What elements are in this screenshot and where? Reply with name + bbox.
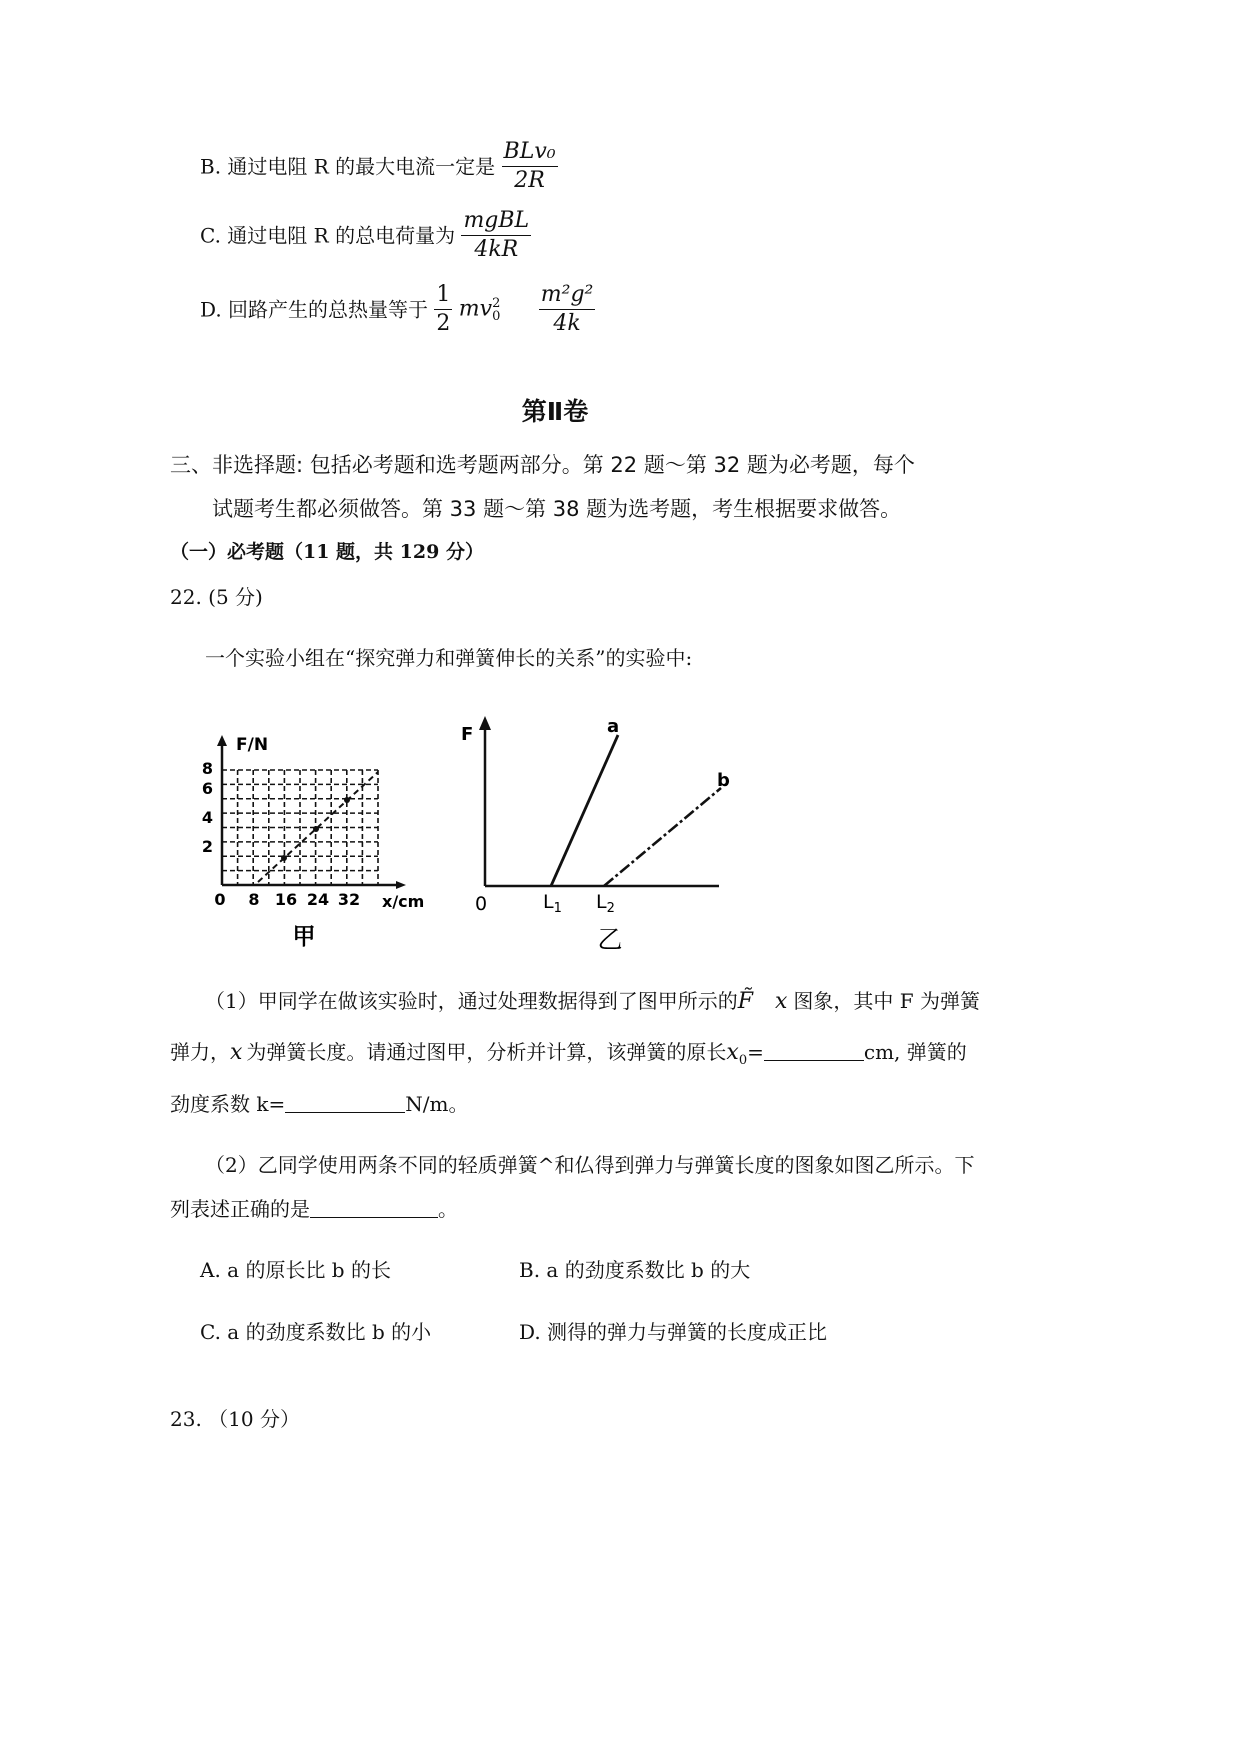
q22-p1-line2-a: 弹力， — [170, 1040, 230, 1064]
section-intro-line2: 试题考生都必须做答。第 33 题～第 38 题为选考题，考生根据要求做答。 — [212, 497, 902, 521]
figure-jia-grid — [222, 770, 378, 885]
subsection-title: （一）必考题（11 题，共 129 分） — [170, 541, 484, 563]
q22-number: 22. (5 分) — [170, 585, 263, 609]
q22-p2-line1: （2）乙同学使用两条不同的轻质弹簧^和仏得到弹力与弹簧长度的图象如图乙所示。下 — [205, 1153, 975, 1177]
figure-yi-label-b: b — [717, 770, 730, 791]
option-d-mv: mv — [458, 296, 493, 322]
option-c-denominator: 4kR — [474, 237, 519, 262]
q22-p1-line2-x: x — [230, 1040, 243, 1065]
option-b-fraction — [502, 138, 558, 195]
figure-jia-x-tick: 8 — [248, 890, 260, 909]
option-d-frac2-denominator: 4k — [553, 311, 581, 336]
option-d-fraction-half — [434, 281, 452, 338]
figure-yi-y-arrow — [479, 716, 491, 730]
q23-number: 23. （10 分） — [170, 1407, 300, 1431]
q22-p2-line2 — [170, 1197, 458, 1221]
figure-jia-point — [313, 826, 319, 832]
figure-jia-y-arrow — [217, 735, 227, 746]
q22-p1-line2 — [170, 1040, 967, 1073]
figure-yi-line-a — [551, 735, 618, 886]
figure-yi-caption: 乙 — [597, 925, 623, 954]
option-b — [200, 138, 558, 195]
option-d-fraction-2 — [539, 281, 596, 338]
option-d-mv-sub: 0 — [492, 308, 501, 324]
option-d-frac2-numerator: m²g² — [539, 281, 596, 310]
q22-p2-line2-b: 。 — [438, 1197, 458, 1221]
option-d-half-denominator: 2 — [436, 311, 451, 336]
figure-yi-l2-sub: 2 — [606, 901, 615, 916]
figure-jia-caption: 甲 — [292, 924, 316, 950]
q22-intro: 一个实验小组在“探究弹力和弹簧伸长的关系”的实验中: — [205, 646, 693, 670]
section-intro-line1: 三、非选择题: 包括必考题和选考题两部分。第 22 题～第 32 题为必考题，每个 — [170, 453, 915, 477]
option-c-numerator: mgBL — [461, 207, 531, 236]
figure-yi-l1-letter: L — [543, 891, 554, 913]
option-c-text: C. 通过电阻 R 的总电荷量为 — [200, 223, 456, 248]
figure-yi-line-b — [604, 788, 721, 886]
option-c — [200, 207, 531, 264]
q22-p1-unit-cm: cm, 弹簧的 — [863, 1040, 967, 1064]
option-b-numerator: BLv₀ — [502, 138, 558, 167]
option-b-denominator: 2R — [514, 168, 545, 193]
answer-blank[interactable] — [310, 1197, 438, 1218]
q22-option-d: D. 测得的弹力与弹簧的长度成正比 — [519, 1320, 828, 1344]
q22-option-b: B. a 的劲度系数比 b 的大 — [519, 1258, 751, 1282]
q22-p1-F: F̃ — [737, 989, 753, 1014]
figure-yi-y-label: F — [461, 724, 474, 745]
figure-jia-x-tick: 0 — [214, 890, 226, 909]
figure-jia-y-label: F/N — [236, 735, 269, 755]
q22-option-c: C. a 的劲度系数比 b 的小 — [200, 1320, 432, 1344]
q22-p1-eq: = — [747, 1040, 764, 1064]
figure-jia-point — [281, 855, 287, 861]
figure-jia-y-tick: 8 — [201, 759, 213, 778]
q22-p1-x0: x — [726, 1040, 739, 1065]
option-c-fraction — [461, 207, 531, 264]
x0-blank[interactable] — [764, 1040, 864, 1061]
q22-p1-unit-nm: N/m。 — [405, 1092, 469, 1116]
q22-p1-line3 — [170, 1092, 468, 1116]
figure-yi — [455, 710, 755, 955]
q22-p2-line2-a: 列表述正确的是 — [170, 1197, 310, 1221]
q22-p1-x: x — [775, 989, 788, 1014]
figure-jia-x-tick: 24 — [306, 890, 330, 909]
figure-jia-y-tick: 2 — [201, 837, 213, 856]
figure-jia-x-tick: 16 — [274, 890, 298, 909]
section-title: 第Ⅱ卷 — [521, 397, 589, 426]
figure-yi-label-a: a — [607, 716, 620, 737]
option-d-half-numerator: 1 — [434, 281, 452, 310]
q22-p1-line1-b: 图象，其中 F 为弹簧 — [793, 989, 981, 1013]
option-d-text: D. 回路产生的总热量等于 — [200, 297, 429, 322]
q22-p1-line2-b: 为弹簧长度。请通过图甲，分析并计算，该弹簧的原长 — [246, 1040, 727, 1064]
q22-p1-x0-sub: 0 — [738, 1053, 748, 1068]
figure-yi-l1-sub: 1 — [553, 901, 562, 916]
option-d — [200, 281, 595, 338]
option-b-text: B. 通过电阻 R 的最大电流一定是 — [200, 154, 496, 179]
figure-jia — [200, 730, 440, 955]
q22-p1-line1 — [205, 989, 980, 1014]
q22-p1-line3-a: 劲度系数 k= — [170, 1092, 286, 1116]
option-d-mv-sup: 2 — [492, 295, 501, 311]
figure-jia-y-tick: 6 — [201, 779, 213, 798]
q22-p1-line1-a: （1）甲同学在做该实验时，通过处理数据得到了图甲所示的 — [205, 989, 738, 1013]
figure-jia-x-label: x/cm — [382, 892, 425, 911]
q22-option-a: A. a 的原长比 b 的长 — [200, 1258, 391, 1282]
figure-jia-point — [344, 797, 350, 803]
figure-jia-y-tick: 4 — [201, 808, 213, 827]
figure-yi-l1 — [543, 891, 562, 916]
figure-yi-l2 — [596, 891, 615, 916]
figure-yi-l2-letter: L — [596, 891, 607, 913]
figure-yi-origin: 0 — [475, 893, 488, 915]
figure-jia-x-arrow — [396, 881, 406, 889]
figure-jia-x-tick: 32 — [337, 890, 361, 909]
k-blank[interactable] — [285, 1092, 405, 1113]
